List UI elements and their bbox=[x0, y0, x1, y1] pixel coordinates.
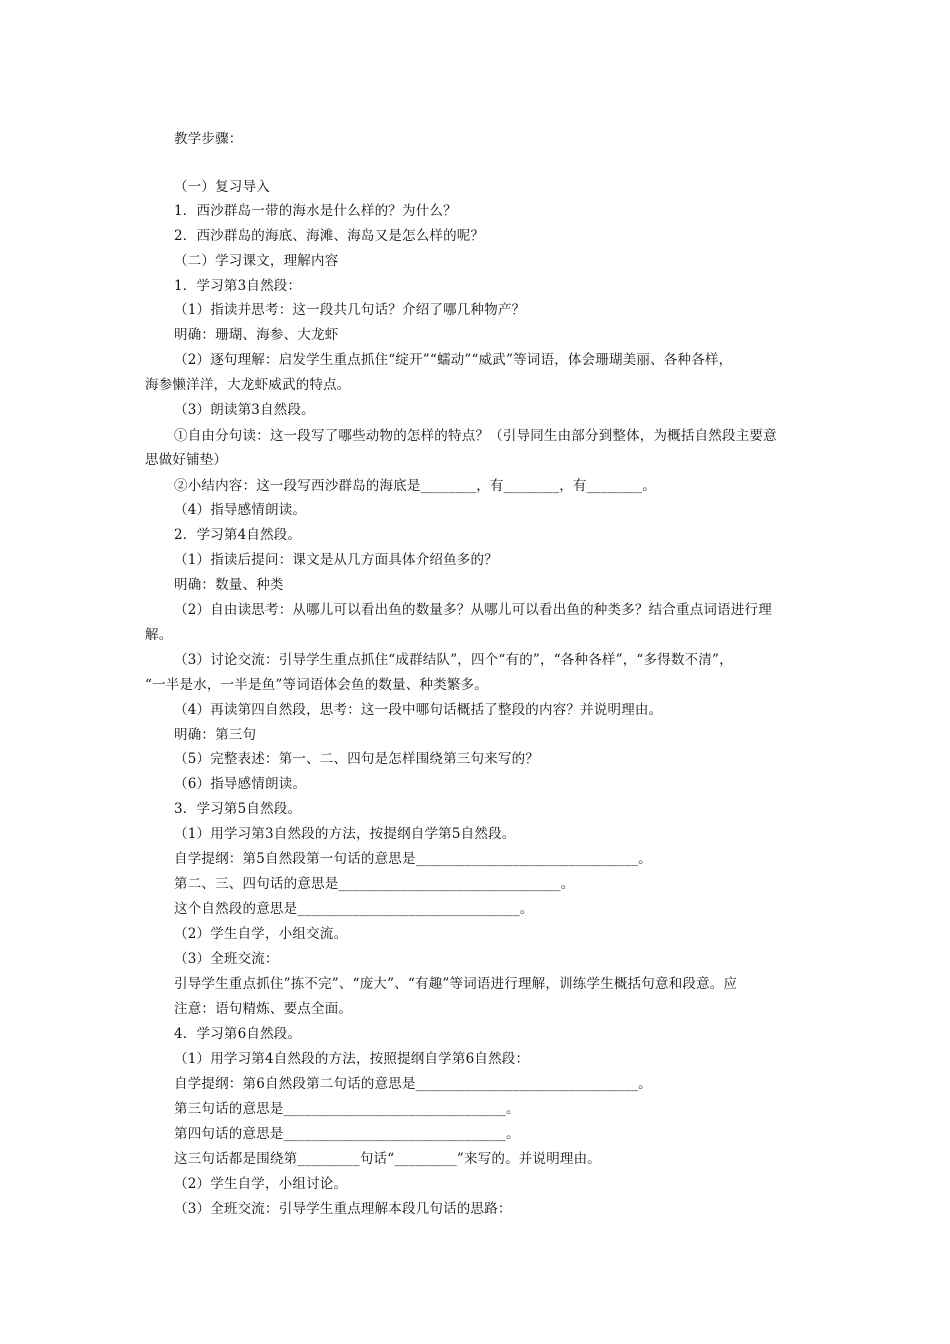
text-line: 自学提纲：第6自然段第二句话的意思是________________________________。 bbox=[174, 1076, 652, 1092]
text-line: 明确：珊瑚、海参、大龙虾 bbox=[174, 327, 339, 343]
text-line: （4）指导感情朗读。 bbox=[174, 502, 307, 518]
section-heading: 教学步骤： bbox=[174, 131, 243, 147]
text-line: 注意：语句精炼、要点全面。 bbox=[174, 1001, 353, 1017]
text-line: 海参懒洋洋，大龙虾威武的特点。 bbox=[145, 377, 351, 393]
text-line: （3）讨论交流：引导学生重点抓住“成群结队”，四个“有的”，“各种各样”，“多得数不清”， bbox=[174, 652, 733, 668]
text-line: （1）用学习第3自然段的方法，按提纲自学第5自然段。 bbox=[174, 826, 516, 842]
text-line: 自学提纲：第5自然段第一句话的意思是________________________________。 bbox=[174, 851, 652, 867]
text-line: 1．学习第3自然段： bbox=[174, 278, 302, 294]
text-line: ②小结内容：这一段写西沙群岛的海底是________，有________，有________。 bbox=[174, 478, 656, 494]
text-line: 第四句话的意思是________________________________。 bbox=[174, 1126, 520, 1142]
subsection-heading: （二）学习课文，理解内容 bbox=[174, 253, 339, 269]
text-line: 2．学习第4自然段。 bbox=[174, 527, 302, 543]
text-line: 1．西沙群岛一带的海水是什么样的？为什么？ bbox=[174, 203, 457, 219]
text-line: （3）朗读第3自然段。 bbox=[174, 402, 315, 418]
text-line: “一半是水，一半是鱼”等词语体会鱼的数量、种类繁多。 bbox=[145, 677, 489, 693]
text-line: 思做好铺垫） bbox=[145, 452, 228, 468]
text-line: （2）学生自学，小组交流。 bbox=[174, 926, 348, 942]
text-line: 第三句话的意思是________________________________。 bbox=[174, 1101, 520, 1117]
text-line: 第二、三、四句话的意思是________________________________。 bbox=[174, 876, 575, 892]
text-line: （1）指读后提问：课文是从几方面具体介绍鱼多的？ bbox=[174, 552, 498, 568]
text-line: （1）用学习第4自然段的方法，按照提纲自学第6自然段： bbox=[174, 1051, 530, 1067]
subsection-heading: （一）复习导入 bbox=[174, 179, 270, 195]
text-line: 解。 bbox=[145, 627, 173, 643]
text-line: （5）完整表述：第一、二、四句是怎样围绕第三句来写的？ bbox=[174, 751, 539, 767]
text-line: （1）指读并思考：这一段共几句话？介绍了哪几种物产？ bbox=[174, 302, 526, 318]
text-line: 4．学习第6自然段。 bbox=[174, 1026, 302, 1042]
text-line: （2）自由读思考：从哪儿可以看出鱼的数量多？从哪儿可以看出鱼的种类多？结合重点词语进行理 bbox=[174, 602, 772, 618]
text-line: （3）全班交流：引导学生重点理解本段几句话的思路： bbox=[174, 1201, 512, 1217]
text-line: （3）全班交流： bbox=[174, 951, 279, 967]
text-line: （2）逐句理解：启发学生重点抓住“绽开”“蠕动”“威武”等词语，体会珊瑚美丽、各种各样， bbox=[174, 352, 733, 368]
text-line: （6）指导感情朗读。 bbox=[174, 776, 307, 792]
text-line: 这三句话都是围绕第_________句话“_________”来写的。并说明理由。 bbox=[174, 1151, 602, 1167]
text-line: ①自由分句读：这一段写了哪些动物的怎样的特点？（引导同生由部分到整体，为概括自然段主要意 bbox=[174, 428, 777, 444]
text-line: （2）学生自学，小组讨论。 bbox=[174, 1176, 348, 1192]
text-line: 明确：数量、种类 bbox=[174, 577, 284, 593]
text-line: 3．学习第5自然段。 bbox=[174, 801, 302, 817]
text-line: 引导学生重点抓住”拣不完”、“庞大”、“有趣”等词语进行理解，训练学生概括句意和段意。应 bbox=[174, 976, 738, 992]
text-line: 明确：第三句 bbox=[174, 727, 257, 743]
text-line: 这个自然段的意思是________________________________。 bbox=[174, 901, 534, 917]
text-line: （4）再读第四自然段，思考：这一段中哪句话概括了整段的内容？并说明理由。 bbox=[174, 702, 663, 718]
text-line: 2．西沙群岛的海底、海滩、海岛又是怎么样的呢？ bbox=[174, 228, 485, 244]
